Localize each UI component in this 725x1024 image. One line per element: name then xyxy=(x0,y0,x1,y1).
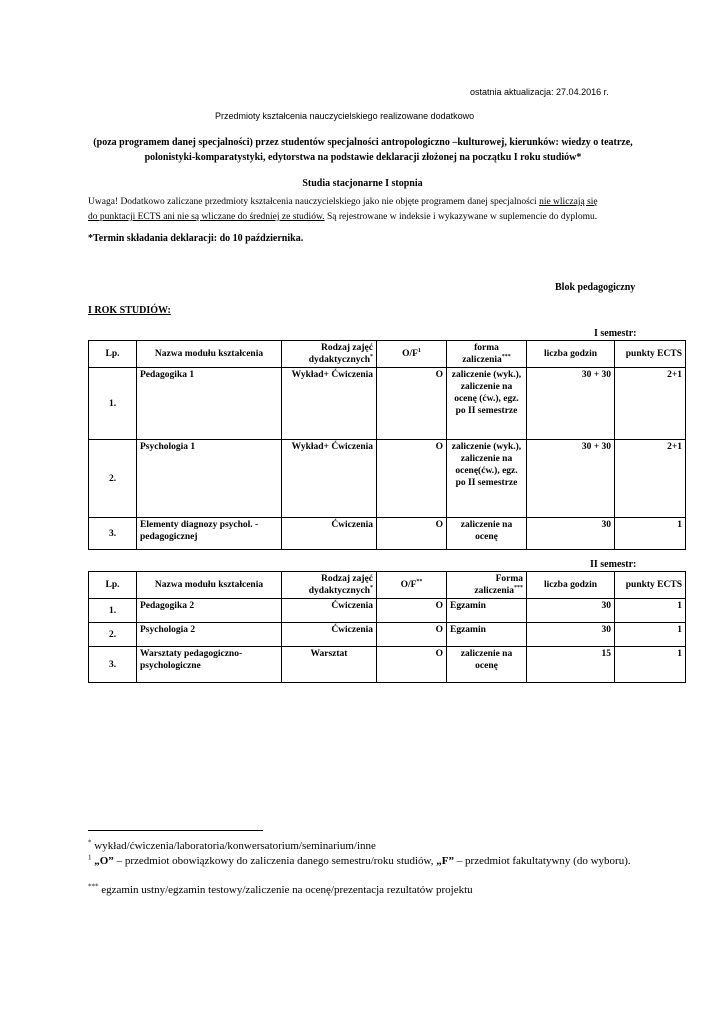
document-lead: Przedmioty kształcenia nauczycielskiego realizowane dodatkowo xyxy=(215,111,475,121)
warning-note xyxy=(88,195,688,225)
header-type-text: Rodzaj zajęć dydaktycznych xyxy=(308,343,373,365)
header-form-text: forma zaliczenia xyxy=(462,343,502,365)
row-lp: 3. xyxy=(89,518,137,550)
header-hours: liczba godzin xyxy=(527,572,615,599)
row-name: Psychologia 2 xyxy=(137,623,282,647)
header-hours: liczba godzin xyxy=(527,341,615,368)
row-ects: 1 xyxy=(615,647,686,683)
footnote-2-f: „F” xyxy=(436,855,455,867)
row-name: Pedagogika 1 xyxy=(137,368,282,440)
footnote-2 xyxy=(88,855,648,868)
note-underline-2: do punktacji ECTS ani nie są wliczane do średniej ze studiów. xyxy=(88,212,325,222)
header-name: Nazwa modułu kształcenia xyxy=(137,341,282,368)
row-lp: 1. xyxy=(89,599,137,623)
note-text-2: Są rejestrowane w indeksie i wykazywane w suplemencie do dyplomu. xyxy=(324,212,598,222)
studies-type: Studia stacjonarne I stopnia xyxy=(302,178,423,189)
table-row xyxy=(89,647,686,683)
row-type: Ćwiczenia xyxy=(282,518,377,550)
footnote-1-mark: * xyxy=(88,838,92,847)
row-hours: 30 + 30 xyxy=(527,368,615,440)
table-row xyxy=(89,368,686,440)
header-of-sup: 1 xyxy=(417,347,421,354)
row-hours: 30 xyxy=(527,623,615,647)
header-type xyxy=(282,341,377,368)
header-form-sup: *** xyxy=(501,353,511,360)
row-ects: 1 xyxy=(615,623,686,647)
block-label: Blok pedagogiczny xyxy=(555,282,636,293)
header-of-text: O/F xyxy=(402,349,418,359)
row-hours: 30 xyxy=(527,518,615,550)
header-form xyxy=(447,341,527,368)
semester-1-table xyxy=(88,340,686,550)
table-row xyxy=(89,623,686,647)
row-type: Ćwiczenia xyxy=(282,623,377,647)
footnote-1 xyxy=(88,840,648,853)
header-type-sup: * xyxy=(370,353,373,360)
row-name: Psychologia 1 xyxy=(137,440,282,518)
header-form xyxy=(447,572,527,599)
table-row xyxy=(89,518,686,550)
header-of xyxy=(377,572,447,599)
year-heading: I ROK STUDIÓW: xyxy=(88,305,171,316)
row-form: zaliczenie (wyk.), zaliczenie na ocenę(ćw.), egz. po II semestrze xyxy=(447,440,527,518)
row-form: zaliczenie na ocenę xyxy=(447,518,527,550)
header-lp: Lp. xyxy=(89,572,137,599)
header-type-sup: * xyxy=(370,584,373,591)
header-type xyxy=(282,572,377,599)
row-form: zaliczenie na ocenę xyxy=(447,647,527,683)
row-form: zaliczenie (wyk.), zaliczenie na ocenę (ćw.), egz. po II semestrze xyxy=(447,368,527,440)
table-row xyxy=(89,599,686,623)
row-type: Warsztat xyxy=(282,647,377,683)
semester-2-table xyxy=(88,571,686,683)
footnote-2-mark: 1 xyxy=(88,853,92,862)
semester-1-label: I semestr: xyxy=(594,328,637,339)
row-lp: 3. xyxy=(89,647,137,683)
footnote-3-text: egzamin ustny/egzamin testowy/zaliczenie na ocenę/prezentacja rezultatów projektu xyxy=(98,884,473,896)
semester-2-label: II semestr: xyxy=(590,559,637,570)
footnote-1-text: wykład/ćwiczenia/laboratoria/konwersatorium/seminarium/inne xyxy=(91,840,376,852)
row-hours: 30 + 30 xyxy=(527,440,615,518)
header-form-text: Forma zaliczenia xyxy=(474,574,523,596)
row-lp: 2. xyxy=(89,440,137,518)
row-type: Ćwiczenia xyxy=(282,599,377,623)
row-ects: 1 xyxy=(615,599,686,623)
row-type: Wykład+ Ćwiczenia xyxy=(282,440,377,518)
row-ects: 2+1 xyxy=(615,368,686,440)
row-form: Egzamin xyxy=(447,623,527,647)
header-type-text: Rodzaj zajęć dydaktycznych xyxy=(308,574,373,596)
footnote-separator xyxy=(88,830,263,831)
row-type: Wykład+ Ćwiczenia xyxy=(282,368,377,440)
header-ects: punkty ECTS xyxy=(615,572,686,599)
footnote-3 xyxy=(88,884,648,897)
header-lp: Lp. xyxy=(89,341,137,368)
row-hours: 30 xyxy=(527,599,615,623)
footnote-3-mark: *** xyxy=(88,882,99,891)
document-subtitle: (poza programem danej specjalności) przez studentów specjalności antropologiczno –kulturowej, kierunków: wiedzy o teatrze, polonistyki-komparatystyki, edytorstwa na podstawie deklaracji złożonej na początku I roku studiów* xyxy=(93,137,633,163)
row-of: O xyxy=(377,647,447,683)
table-header-row xyxy=(89,341,686,368)
row-of: O xyxy=(377,599,447,623)
row-name: Pedagogika 2 xyxy=(137,599,282,623)
note-underline-1: nie wliczają się xyxy=(539,197,598,207)
row-of: O xyxy=(377,368,447,440)
row-name: Warsztaty pedagogiczno-psychologiczne xyxy=(137,647,282,683)
header-of xyxy=(377,341,447,368)
header-name: Nazwa modułu kształcenia xyxy=(137,572,282,599)
footnote-2-text-a: – przedmiot obowiązkowy do zaliczenia danego semestru/roku studiów, xyxy=(113,855,437,867)
deadline-note: *Termin składania deklaracji: do 10 października. xyxy=(88,233,304,244)
last-update-date: ostatnia aktualizacja: 27.04.2016 r. xyxy=(470,87,609,97)
row-hours: 15 xyxy=(527,647,615,683)
row-of: O xyxy=(377,518,447,550)
row-lp: 1. xyxy=(89,368,137,440)
header-of-sup: ** xyxy=(416,578,423,585)
footnote-2-text-b: – przedmiot fakultatywny (do wyboru). xyxy=(454,855,631,867)
row-of: O xyxy=(377,440,447,518)
note-text-1: Uwaga! Dodatkowo zaliczane przedmioty kształcenia nauczycielskiego jako nie objęte programem danej specjalności xyxy=(88,197,540,207)
row-lp: 2. xyxy=(89,623,137,647)
table-header-row xyxy=(89,572,686,599)
row-form: Egzamin xyxy=(447,599,527,623)
table-row xyxy=(89,440,686,518)
header-of-text: O/F xyxy=(400,580,417,590)
row-ects: 1 xyxy=(615,518,686,550)
header-form-sup: *** xyxy=(514,584,523,591)
row-of: O xyxy=(377,623,447,647)
header-ects: punkty ECTS xyxy=(615,341,686,368)
row-name: Elementy diagnozy psychol. - pedagogicznej xyxy=(137,518,282,550)
footnote-2-o: „O” xyxy=(91,855,114,867)
row-ects: 2+1 xyxy=(615,440,686,518)
